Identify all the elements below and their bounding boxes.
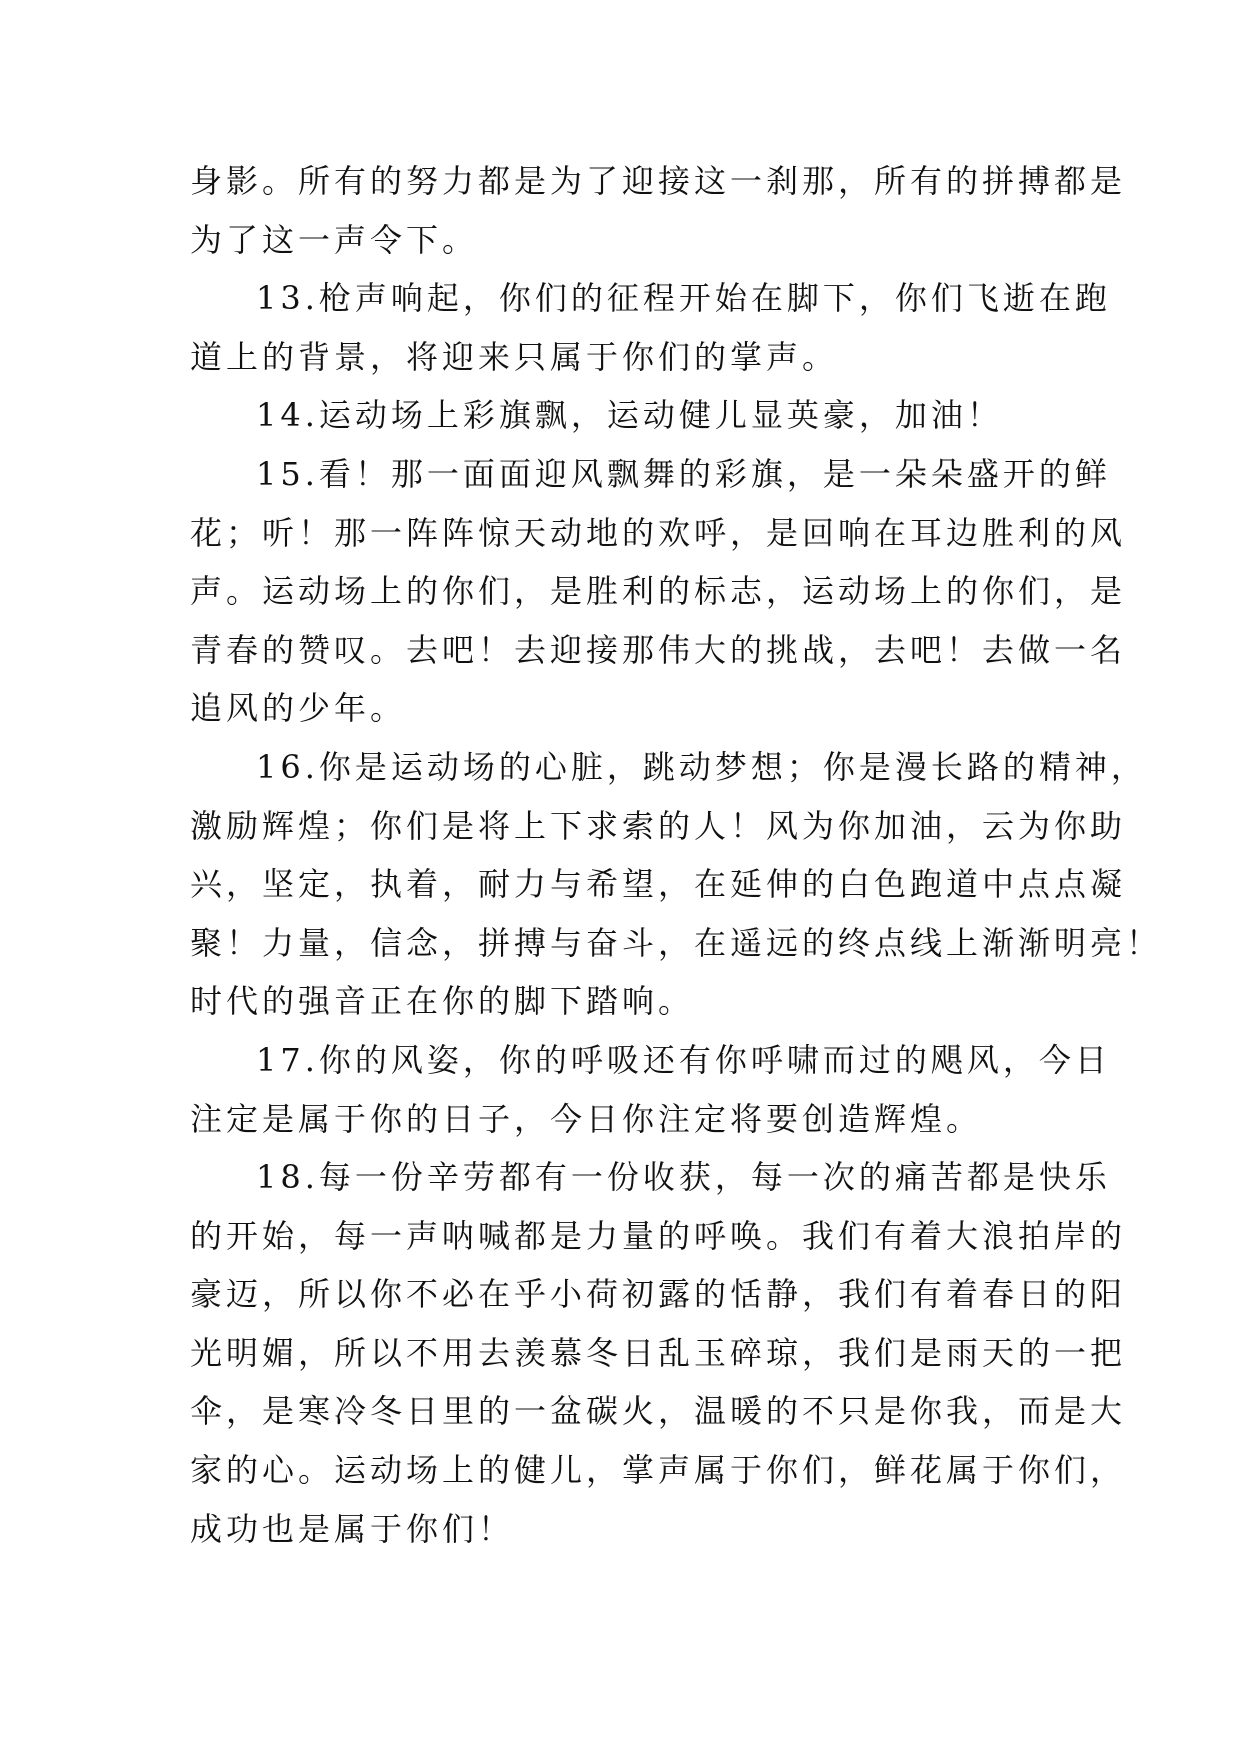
paragraph-14 [190,386,1052,445]
text-line: 14.运动场上彩旗飘，运动健儿显英豪，加油！ [256,396,1003,435]
text-line: 16.你是运动场的心脏，跳动梦想；你是漫长路的精神， [256,747,1147,786]
text-line: 伞，是寒冷冬日里的一盆碳火，温暖的不只是你我，而是大 [190,1392,1127,1431]
paragraph-16 [190,738,1163,1031]
text-line: 豪迈，所以你不必在乎小荷初露的恬静，我们有着春日的阳 [190,1275,1127,1314]
paragraph-17 [190,1031,1111,1148]
paragraph-15 [190,445,1127,738]
paragraph-18 [190,1148,1127,1558]
text-line: 成功也是属于你们！ [190,1509,515,1548]
paragraph-13 [190,269,1111,386]
paragraph-continuation [190,152,1127,269]
text-line: 18.每一份辛劳都有一份收获，每一次的痛苦都是快乐 [256,1158,1111,1197]
text-line: 注定是属于你的日子，今日你注定将要创造辉煌。 [190,1099,983,1138]
text-line: 光明媚，所以不用去羡慕冬日乱玉碎琼，我们是雨天的一把 [190,1333,1127,1372]
text-line: 花；听！那一阵阵惊天动地的欢呼，是回响在耳边胜利的风 [190,513,1127,552]
text-line: 青春的赞叹。去吧！去迎接那伟大的挑战，去吧！去做一名 [190,630,1127,669]
text-line: 17.你的风姿，你的呼吸还有你呼啸而过的飓风，今日 [256,1040,1111,1079]
text-line: 家的心。运动场上的健儿，掌声属于你们，鲜花属于你们， [190,1451,1127,1490]
text-line: 聚！力量，信念，拼搏与奋斗，在遥远的终点线上渐渐明亮！ [190,923,1163,962]
text-line: 道上的背景，将迎来只属于你们的掌声。 [190,337,839,376]
text-line: 声。运动场上的你们，是胜利的标志，运动场上的你们，是 [190,572,1127,611]
text-line: 为了这一声令下。 [190,220,479,259]
text-line: 13.枪声响起，你们的征程开始在脚下，你们飞逝在跑 [256,279,1111,318]
text-line: 身影。所有的努力都是为了迎接这一刹那，所有的拼搏都是 [190,162,1127,200]
text-line: 15.看！那一面面迎风飘舞的彩旗，是一朵朵盛开的鲜 [256,454,1111,493]
text-line: 的开始，每一声呐喊都是力量的呼唤。我们有着大浪拍岸的 [190,1216,1127,1255]
text-line: 激励辉煌；你们是将上下求索的人！风为你加油，云为你助 [190,806,1127,845]
document-page [190,152,1163,1558]
text-line: 追风的少年。 [190,689,407,728]
text-line: 时代的强音正在你的脚下踏响。 [190,982,695,1021]
text-line: 兴，坚定，执着，耐力与希望，在延伸的白色跑道中点点凝 [190,865,1127,904]
